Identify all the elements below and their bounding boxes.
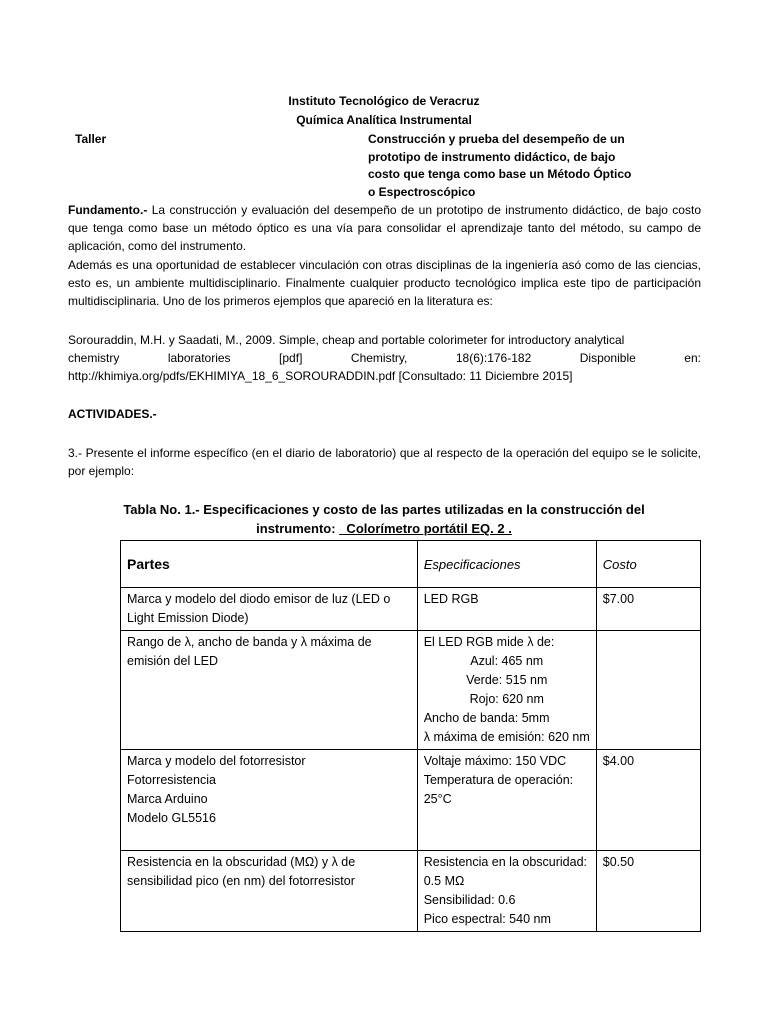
topic-line: Construcción y prueba del desempeño de un	[368, 132, 625, 146]
table-row	[121, 588, 701, 631]
table-caption-line-2	[0, 521, 768, 536]
fundamento-text: La construcción y evaluación del desempeño de un prototipo de instrumento didáctico, de bajo costo que tenga como base un método óptico es una vía para consolidar el aprendizaje tanto del método, su campo de aplicación, como del instrumento.	[68, 203, 701, 253]
table-row	[121, 750, 701, 851]
spec-cell	[417, 851, 596, 932]
table-row	[121, 851, 701, 932]
spec-cell	[417, 588, 596, 631]
costo-cell: $4.00	[596, 750, 700, 851]
topic-line: prototipo de instrumento didáctico, de bajo	[368, 149, 616, 164]
costo-cell: $0.50	[596, 851, 700, 932]
reference-word: en:	[684, 351, 701, 365]
header-costo: Costo	[596, 541, 700, 588]
cell-text: Resistencia en la obscuridad (MΩ) y λ de sensibilidad pico (en nm) del fotorresistor	[127, 855, 356, 888]
cell-text: Ancho de banda: 5mm	[423, 711, 550, 725]
actividad-item-3: 3.- Presente el informe específico (en el diario de laboratorio) que al respecto de la operación del equipo se le solicite, por ejemplo:	[68, 446, 701, 478]
reference-line-2	[68, 349, 701, 367]
table-caption-line-1: Tabla No. 1.- Especificaciones y costo de las partes utilizadas en la construcción del	[123, 502, 645, 517]
cell-text: Verde: 515 nm	[466, 673, 548, 687]
parte-cell	[121, 588, 418, 631]
fundamento-heading: Fundamento.-	[68, 203, 148, 217]
fundamento-paragraph	[68, 201, 701, 255]
spec-cell	[417, 631, 596, 750]
parte-cell	[121, 631, 418, 750]
cell-text: Pico espectral: 540 nm	[423, 912, 551, 926]
parte-cell	[121, 851, 418, 932]
cell-text: Azul: 465 nm	[470, 654, 544, 668]
topic-line: o Espectroscópico	[368, 184, 476, 199]
caption-instrument-name: _Colorímetro portátil EQ. 2 .	[339, 521, 512, 536]
cell-text: Marca y modelo del diodo emisor de luz (LED o Light Emission Diode)	[127, 592, 391, 625]
caption-prefix: instrumento:	[256, 521, 340, 536]
cell-text: Resistencia en la obscuridad: 0.5 MΩ	[423, 855, 588, 888]
course-title: Química Analítica Instrumental	[296, 113, 472, 127]
cell-text: Marca Arduino	[127, 792, 208, 806]
reference-word: 18(6):176-182	[455, 351, 532, 365]
taller-topic	[368, 131, 668, 201]
cell-text: Marca y modelo del fotorresistor	[127, 754, 306, 768]
reference-word: Chemistry,	[350, 351, 408, 365]
reference-word: laboratories	[167, 351, 231, 365]
reference-url-line[interactable]: http://khimiya.org/pdfs/EKHIMIYA_18_6_SOROURADDIN.pdf [Consultado: 11 Diciembre 2015]	[68, 369, 573, 383]
cell-text: Rojo: 620 nm	[469, 692, 544, 706]
reference-word: [pdf]	[279, 351, 303, 365]
topic-line: costo que tenga como base un Método Óptico	[368, 167, 632, 181]
header-especificaciones: Especificaciones	[417, 541, 596, 588]
cell-text: Fotorresistencia	[127, 773, 216, 787]
spec-cell	[417, 750, 596, 851]
institution-title: Instituto Tecnológico de Veracruz	[288, 94, 480, 108]
cell-text: Sensibilidad: 0.6	[423, 893, 516, 907]
cell-text: λ máxima de emisión: 620 nm	[423, 730, 590, 744]
table-header-row	[121, 541, 701, 588]
costo-cell	[596, 631, 700, 750]
taller-label: Taller	[75, 132, 107, 146]
cell-text: Modelo GL5516	[127, 811, 216, 825]
cell-text: Voltaje máximo: 150 VDC	[423, 754, 567, 768]
actividades-heading: ACTIVIDADES.-	[68, 407, 157, 421]
reference-word: chemistry	[68, 351, 120, 365]
reference-word: Disponible	[579, 351, 636, 365]
reference-line-1: Sorouraddin, M.H. y Saadati, M., 2009. Simple, cheap and portable colorimeter for introductory analytical	[68, 333, 625, 347]
fundamento-paragraph-2: Además es una oportunidad de establecer vinculación con otras disciplinas de la ingeniería asó como de las ciencias, esto es, un ambiente multidisciplinario. Finalmente cualquier producto tecnológico implica este tipo de participación multidisciplinaria. Uno de los primeros ejemplos que apareció en la literatura es:	[68, 258, 701, 308]
reference-citation	[68, 331, 701, 385]
cell-text: El LED RGB mide λ de:	[423, 635, 555, 649]
specs-table	[120, 540, 701, 932]
costo-cell: $7.00	[596, 588, 700, 631]
cell-text: Temperatura de operación: 25°C	[423, 773, 574, 806]
cell-text: LED RGB	[423, 592, 479, 606]
parte-cell	[121, 750, 418, 851]
cell-text: Rango de λ, ancho de banda y λ máxima de emisión del LED	[127, 635, 372, 668]
header-partes: Partes	[121, 541, 418, 588]
table-row	[121, 631, 701, 750]
